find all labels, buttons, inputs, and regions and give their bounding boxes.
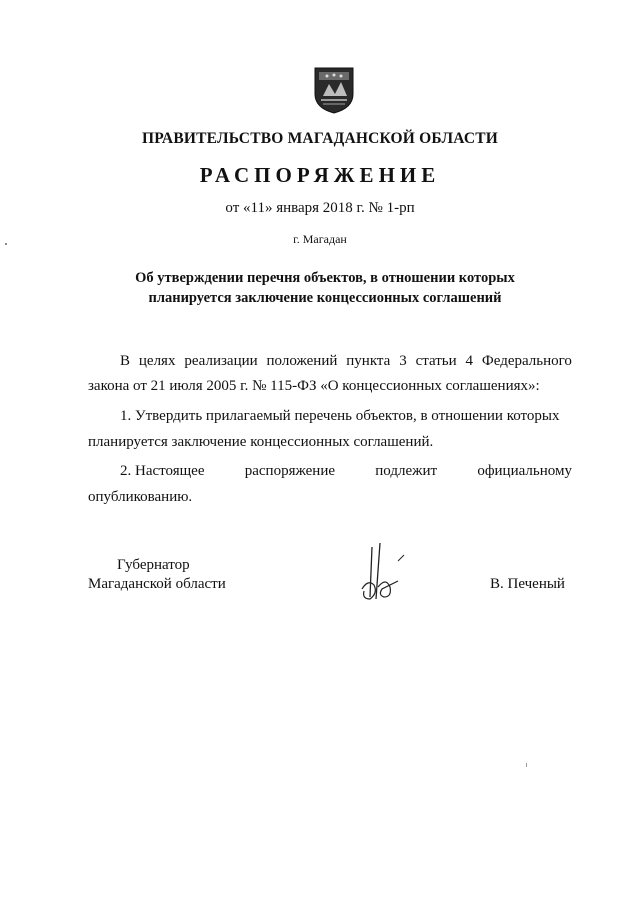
word: пункта (346, 353, 391, 369)
magadan-coat-of-arms-icon (313, 66, 355, 114)
word: В (120, 353, 131, 369)
paragraph-3-line-2: опубликованию. (88, 489, 193, 505)
document-type-title: РАСПОРЯЖЕНИЕ (199, 163, 441, 187)
subject-line-2: планируется заключение концессионных соглашений (148, 290, 502, 306)
paragraph-1-line-2: закона от 21 июля 2005 г. № 115-ФЗ «О концессионных соглашениях»: (88, 378, 540, 394)
scan-artifact (526, 763, 527, 767)
word: подлежит (375, 463, 438, 479)
paragraph-2-line-2: планируется заключение концессионных соглашений. (88, 434, 434, 450)
word: 4 (465, 353, 474, 369)
word: 3 (399, 353, 407, 369)
document-date-number: от «11» января 2018 г. № 1-рп (225, 200, 415, 216)
document-subject (120, 268, 530, 308)
word: 2. Настоящее (120, 463, 205, 479)
scan-artifact (5, 243, 7, 245)
signatory-position-line-2: Магаданской области (88, 576, 226, 592)
subject-line-1: Об утверждении перечня объектов, в отношении которых (135, 270, 515, 286)
word: статьи (415, 353, 457, 369)
paragraph-1-line-1 (120, 351, 572, 371)
handwritten-signature (358, 541, 410, 603)
word: реализации (184, 353, 258, 369)
word: распоряжение (244, 463, 336, 479)
word: официальному (477, 463, 572, 479)
signatory-position-line-1: Губернатор (117, 557, 190, 573)
government-title: ПРАВИТЕЛЬСТВО МАГАДАНСКОЙ ОБЛАСТИ (141, 130, 499, 147)
word: целях (138, 353, 176, 369)
signatory-name: В. Печеный (490, 576, 565, 592)
paragraph-3-line-1 (120, 461, 572, 481)
word: положений (266, 353, 338, 369)
word: Федерального (481, 353, 572, 369)
paragraph-2-line-1: 1. Утвердить прилагаемый перечень объектов, в отношении которых (120, 408, 560, 424)
issue-city: г. Магадан (293, 232, 347, 246)
